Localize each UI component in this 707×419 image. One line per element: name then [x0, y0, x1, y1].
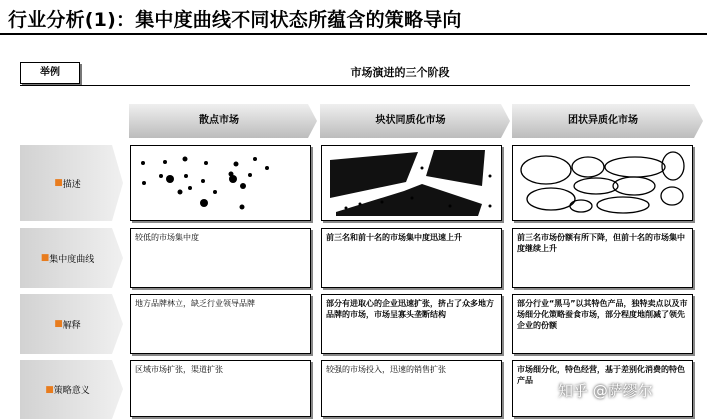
explanation-cell-block: 部分有进取心的企业迅速扩张，挤占了众多地方品牌的市场，市场呈寡头垄断结构	[321, 294, 502, 354]
explanation-cell-scatter: 地方品牌林立，缺乏行业领导品牌	[130, 294, 311, 354]
row-header-explanation: ■ 解释	[54, 319, 81, 331]
cluster-illustration-cell	[512, 145, 693, 221]
stages-subtitle: 市场演进的三个阶段	[350, 66, 450, 79]
scatter-dots-illustration	[131, 146, 310, 220]
example-rule	[20, 85, 690, 86]
bullet-icon: ■	[45, 384, 54, 395]
strategy-cell-cluster: 市场细分化，特色经营，基于差别化消费的特色产品	[512, 360, 693, 417]
column-header-block-market: 块状同质化市场	[375, 115, 446, 126]
strategy-cell-scatter: 区域市场扩张，渠道扩张	[130, 360, 311, 417]
concentration-cell-cluster: 前三名市场份额有所下降，但前十名的市场集中度继续上升	[512, 228, 693, 288]
column-header-scatter-market: 散点市场	[199, 115, 239, 126]
concentration-cell-scatter: 较低的市场集中度	[130, 228, 311, 288]
row-header-describe: ■ 描述	[54, 178, 81, 190]
block-illustration-cell	[321, 145, 502, 221]
bullet-icon: ■	[40, 253, 50, 263]
title-rule	[0, 33, 707, 35]
explanation-cell-cluster: 部分行业“黑马”以其特色产品，独特卖点以及市场细分化策略蚕食市场，部分程度地削减了领先企业的份额	[512, 294, 693, 354]
row-header-strategy: ■ 策略意义	[45, 384, 90, 396]
scatter-illustration-cell	[130, 145, 311, 221]
page-title: 行业分析(1)：集中度曲线不同状态所蕴含的策略导向	[8, 9, 462, 31]
column-header-cluster-market: 团状异质化市场	[568, 115, 638, 126]
bullet-icon: ■	[54, 178, 63, 188]
cluster-ellipses-illustration	[513, 146, 692, 220]
row-header-concentration: ■ 集中度曲线	[40, 253, 95, 265]
bullet-icon: ■	[54, 319, 63, 329]
watermark: 知乎 @萨缪尔	[558, 382, 653, 400]
example-tag: 举例	[20, 62, 80, 84]
strategy-cell-block: 较强的市场投入，迅速的销售扩张	[321, 360, 502, 417]
block-shapes-illustration	[322, 146, 501, 220]
concentration-cell-block: 前三名和前十名的市场集中度迅速上升	[321, 228, 502, 288]
